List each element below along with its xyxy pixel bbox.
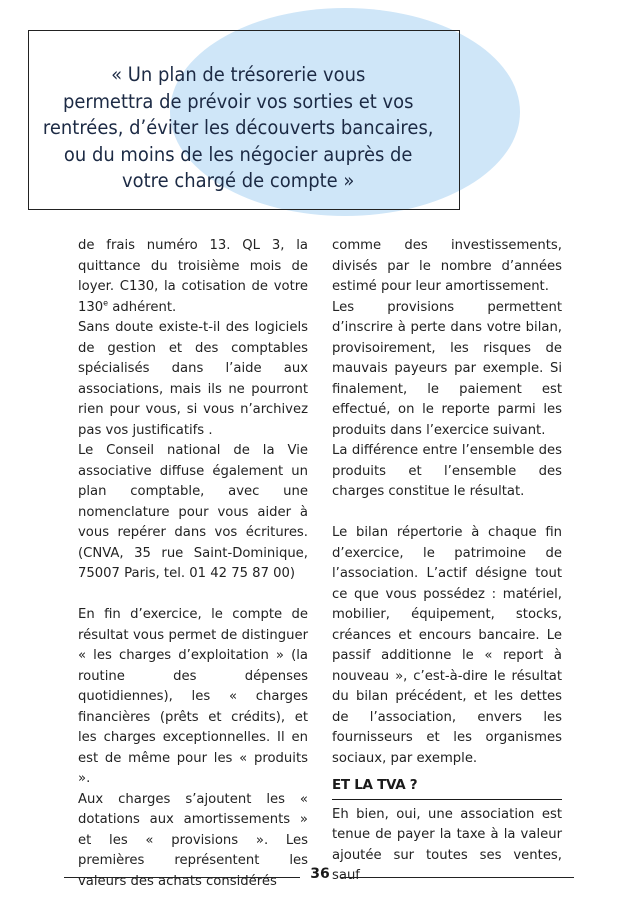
paragraph: Les provisions permettent d’inscrire à perte dans votre bilan, provisoirement, les risques de mauvais payeurs par exemple. Si finalement, le paiement est effectué, on le reporte parmi les produits dans l’exercice suivant. (332, 299, 562, 438)
paragraph: Le Conseil national de la Vie associative diffuse également un plan comptable, avec une nomenclature pour vous aider à vous repérer dans vos écritures. (CNVA, 35 rue Saint-Dominique, 75007 Paris, tel. 01 42 75 87 00) (78, 443, 308, 581)
paragraph: Le bilan répertorie à chaque fin d’exercice, le patrimoine de l’association. L’actif désigne tout ce que vous possédez : matériel, mobilier, équipement, stocks, créances et encours bancaire. Le passif additionne le « report à nouveau », c’est-à-dire le résultat du bilan précédent, et les dettes de l’association, envers les fournisseurs et les organismes sociaux, par exemple. (332, 525, 562, 766)
pull-quote (22, 62, 454, 195)
quote-line: permettra de prévoir vos sorties et vos (62, 89, 414, 113)
right-column (332, 236, 562, 887)
left-column (78, 236, 308, 892)
quote-line: votre chargé de compte » (122, 169, 355, 192)
footer-rule-left (64, 877, 300, 878)
quote-line: rentrées, d’éviter les découverts bancaires, (42, 116, 434, 139)
paragraph: Aux charges s’ajoutent les « dotations aux amortissements » et les « provisions ». Les premières représentent les valeurs des achats considérés (78, 791, 308, 889)
section-heading: ET LA TVA ? (332, 775, 562, 800)
text-span: adhérent. (108, 299, 177, 315)
paragraph (78, 236, 308, 318)
page-number: 36 (310, 866, 330, 882)
paragraph-gap (332, 503, 562, 524)
paragraph: Sans doute existe-t-il des logiciels de gestion et des comptables spécialisés dans l’aide aux associations, mais ils ne pourront rien pour vous, si vous n’archivez pas vos justificatifs . (78, 320, 308, 438)
paragraph-gap (78, 585, 308, 606)
quote-line: ou du moins de les négocier auprès de (63, 142, 413, 166)
paragraph: Eh bien, oui, une association est tenue de payer la taxe à la valeur ajoutée sur toutes ses ventes, sauf (332, 806, 562, 883)
text-span: de frais numéro 13. QL 3, la quittance du troisième mois de loyer. C130, la cotisation de votre 130 (78, 238, 308, 315)
paragraph: La différence entre l’ensemble des produits et l’ensemble des charges constitue le résultat. (332, 443, 562, 499)
quote-line: « Un plan de trésorerie vous (111, 63, 366, 86)
footer-rule-right (340, 877, 574, 878)
paragraph: comme des investissements, divisés par le nombre d’années estimé pour leur amortissement. (332, 238, 562, 294)
superscript: e (103, 298, 109, 308)
paragraph: En fin d’exercice, le compte de résultat vous permet de distinguer « les charges d’exploitation » (la routine des dépenses quotidiennes), les « charges financières (prêts et crédits), et les charges exceptionnelles. Il en est de même pour les « produits ». (78, 607, 308, 786)
